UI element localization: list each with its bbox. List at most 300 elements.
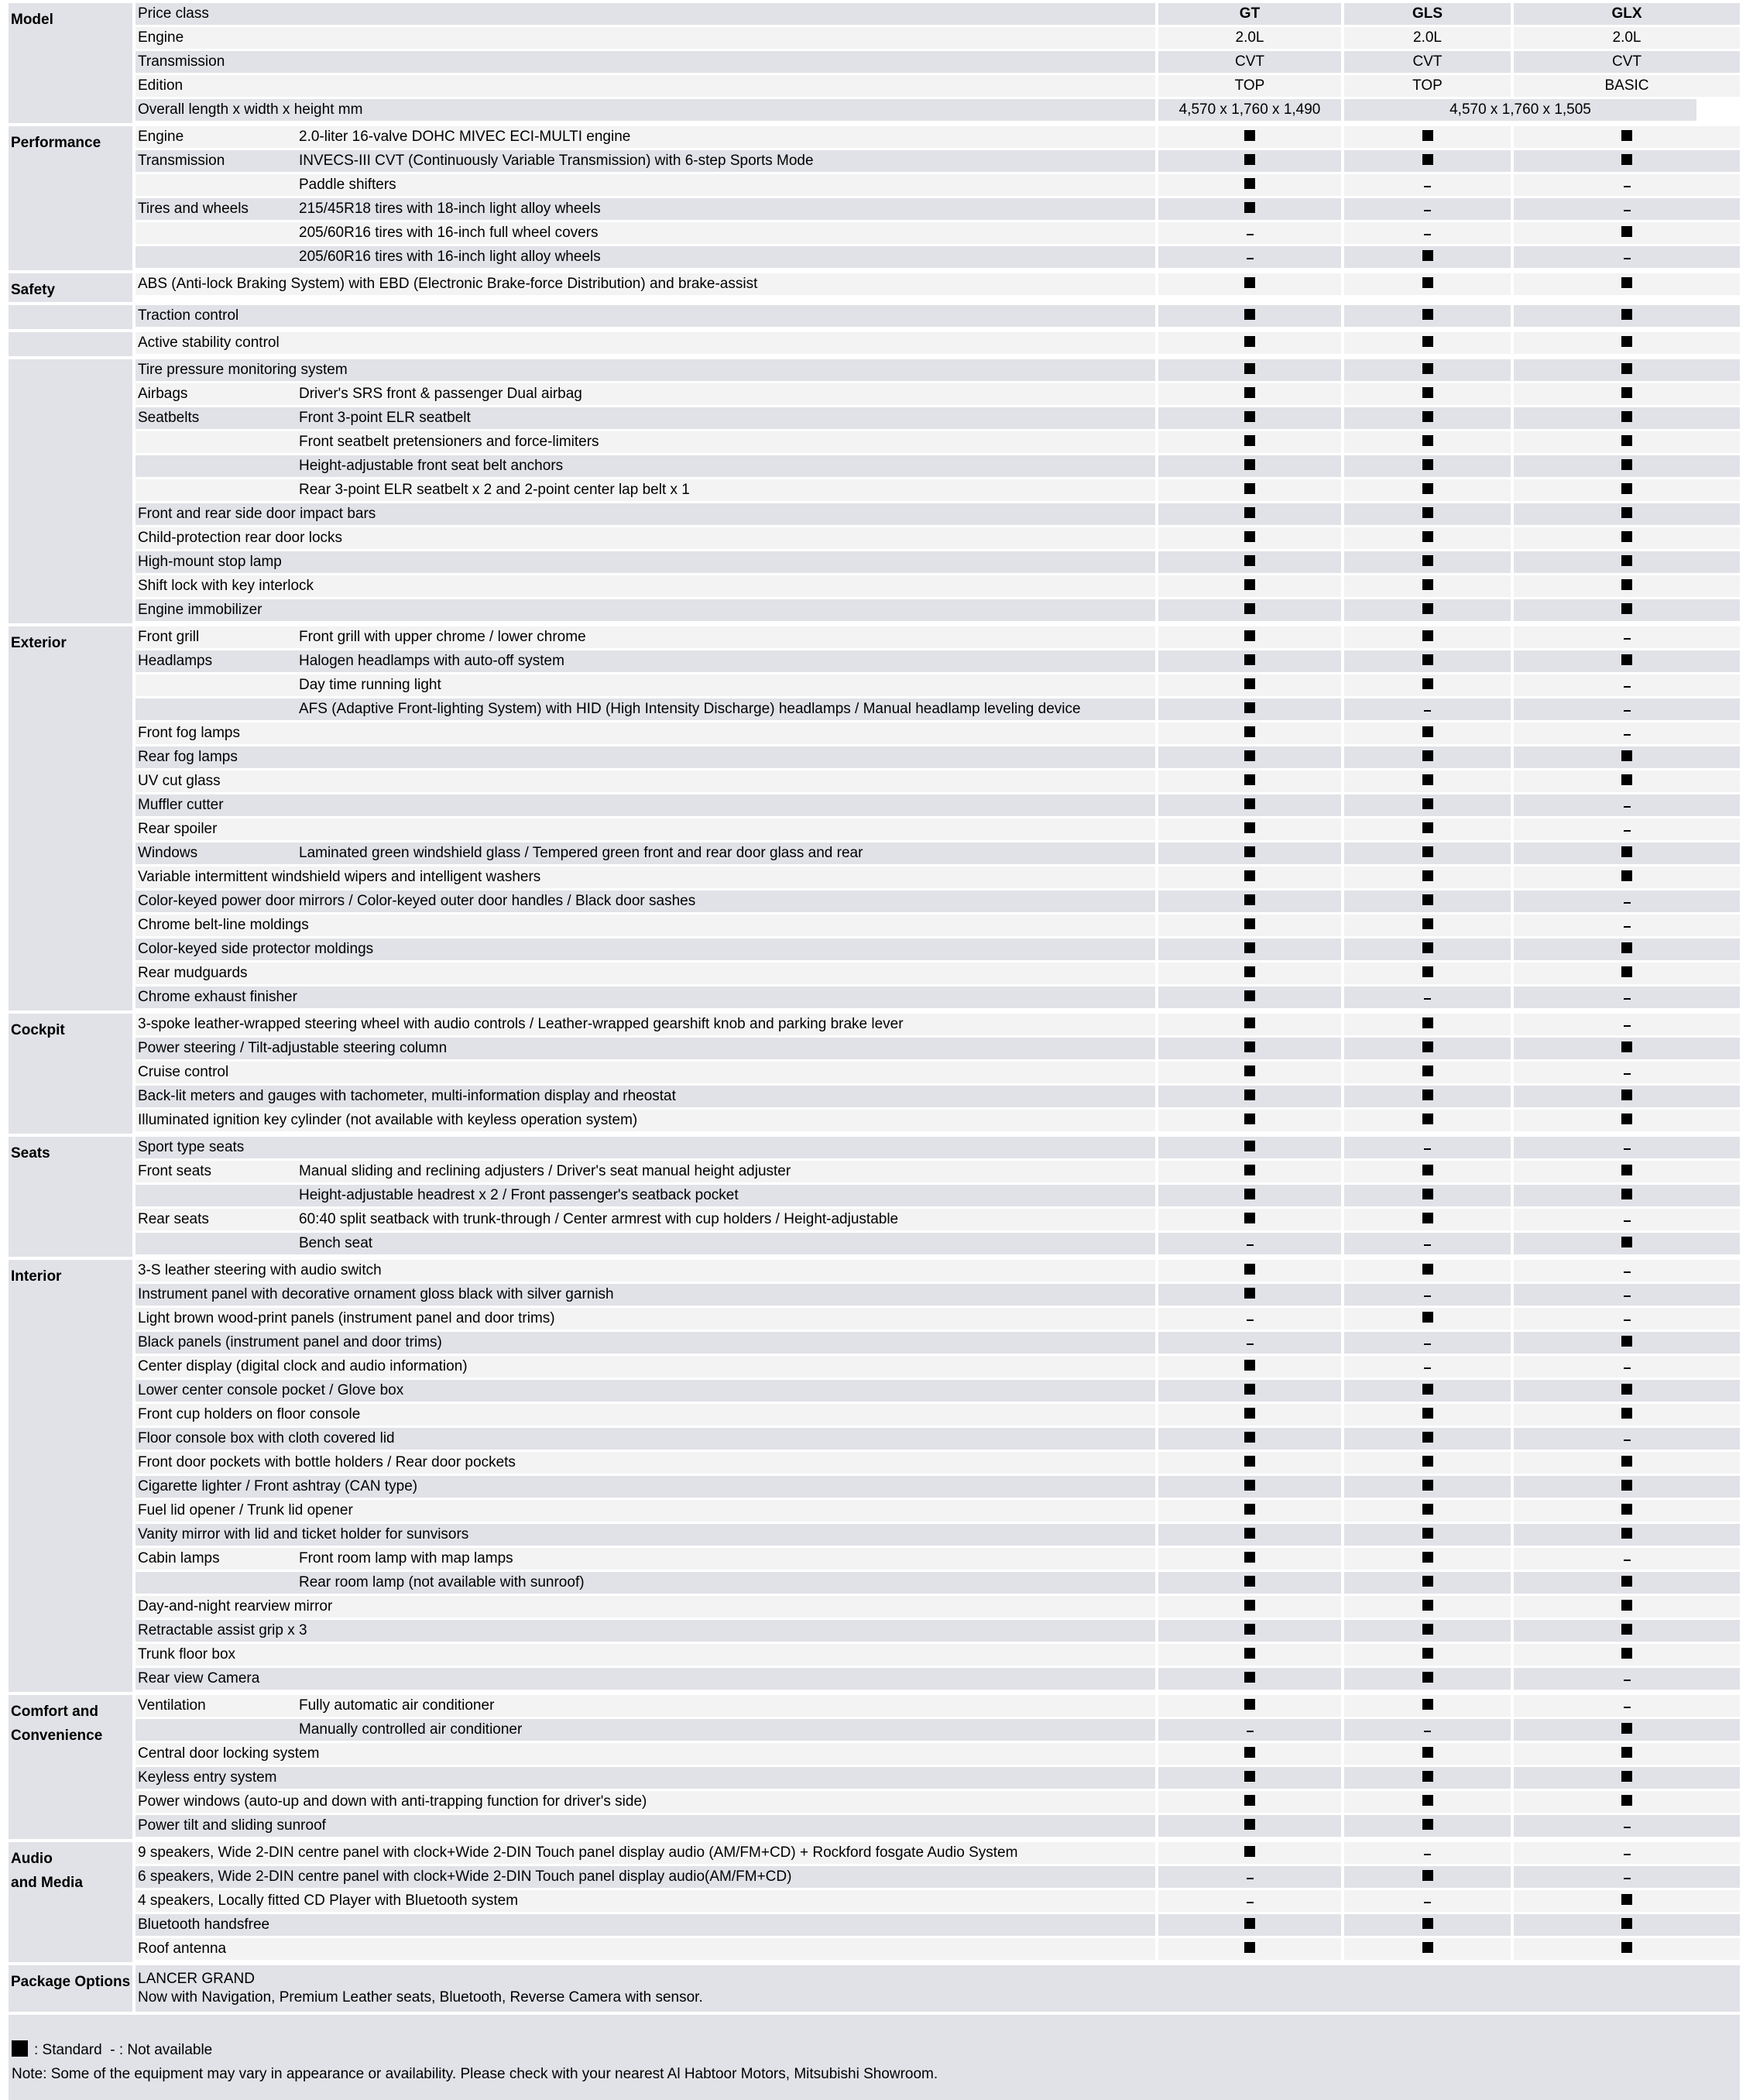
glx-availability [1514,551,1740,573]
not-available-dash-icon [1424,1244,1431,1246]
gt-availability [1158,1767,1341,1789]
glx-availability [1514,1137,1740,1158]
standard-square-icon [1244,894,1255,905]
standard-square-icon [1244,1942,1255,1953]
standard-square-icon [1422,1600,1433,1611]
header-row-label [136,51,1155,73]
glx-availability [1514,770,1740,792]
gt-availability [1158,1668,1341,1690]
standard-square-icon [1244,555,1255,566]
feature-description [136,1110,1155,1131]
gt-availability [1158,794,1341,816]
glx-availability [1514,305,1740,327]
standard-square-icon [1244,630,1255,641]
glx-availability [1514,914,1740,936]
gt-value: TOP [1158,75,1341,97]
feature-row [136,1038,1740,1062]
not-available-dash-icon [1624,1827,1631,1828]
feature-label: Trunk floor box [138,1646,236,1662]
gls-availability [1344,1668,1511,1690]
feature-description [136,1767,1155,1789]
gls-availability [1344,866,1511,888]
glx-value: CVT [1514,51,1740,73]
standard-square-icon [1422,798,1433,809]
feature-row [136,746,1740,770]
gt-availability [1158,1161,1341,1182]
standard-square-icon [1422,483,1433,494]
standard-square-icon [1621,1408,1632,1419]
feature-description [136,359,1155,381]
gls-availability [1344,1428,1511,1450]
feature-description [136,1185,1155,1206]
section-title [9,1137,132,1257]
gt-availability [1158,1914,1341,1936]
gt-availability [1158,1596,1341,1618]
feature-description [136,1086,1155,1107]
section-title-line: Audio [11,1851,53,1867]
feature-label: Color-keyed power door mirrors / Color-keyed outer door handles / Black door sashes [138,893,696,909]
gt-availability [1158,1524,1341,1546]
glx-availability [1514,746,1740,768]
standard-square-icon [1244,654,1255,665]
not-available-dash-icon [1624,1220,1631,1222]
standard-square-icon [1244,1795,1255,1806]
feature-row [136,174,1740,198]
feature-description [136,962,1155,984]
feature-detail: Day time running light [299,677,441,693]
gls-availability [1344,1767,1511,1789]
glx-availability [1514,1668,1740,1690]
row-label: Edition [138,77,184,94]
standard-square-icon [1422,1065,1433,1076]
gt-availability [1158,332,1341,354]
standard-square-icon [1422,363,1433,374]
section-rows [136,305,1740,329]
gt-availability [1158,1137,1341,1158]
standard-square-icon [1621,1576,1632,1587]
standard-square-icon [1621,1918,1632,1929]
feature-row [136,770,1740,794]
feature-detail: 205/60R16 tires with 16-inch full wheel covers [299,225,599,241]
grade-glx-header: GLX [1514,3,1740,25]
gt-availability [1158,1062,1341,1083]
gls-availability [1344,674,1511,696]
glx-availability [1514,599,1740,621]
glx-availability [1514,332,1740,354]
gls-availability [1344,246,1511,268]
gt-availability [1158,407,1341,429]
gls-availability [1344,1572,1511,1594]
gt-availability [1158,650,1341,672]
gls-availability [1344,222,1511,244]
standard-square-icon [1621,1771,1632,1782]
standard-square-icon [1621,1504,1632,1515]
feature-row [136,273,1740,297]
header-row [136,99,1740,123]
feature-description [136,126,1155,148]
not-available-dash-icon [1624,1878,1631,1879]
glx-availability [1514,842,1740,864]
gt-availability [1158,431,1341,453]
standard-square-icon [1621,336,1632,347]
standard-square-icon [1621,750,1632,761]
glx-availability [1514,722,1740,744]
gls-availability [1344,1596,1511,1618]
feature-row [136,1914,1740,1938]
gt-availability [1158,626,1341,648]
feature-description [136,174,1155,196]
gt-availability [1158,1233,1341,1254]
feature-row [136,527,1740,551]
glx-availability [1514,1209,1740,1230]
gls-value: CVT [1344,51,1511,73]
feature-description [136,1695,1155,1717]
feature-label: ABS (Anti-lock Braking System) with EBD (Electronic Brake-force Distribution) and brake-assist [138,276,758,292]
standard-square-icon [1621,603,1632,614]
glx-availability [1514,273,1740,295]
gls-availability [1344,1014,1511,1035]
standard-square-icon [1422,603,1433,614]
feature-label: Sport type seats [138,1139,245,1155]
feature-row [136,1938,1740,1962]
not-available-dash-icon [1624,1319,1631,1321]
feature-label: Center display (digital clock and audio information) [138,1358,468,1374]
gls-availability [1344,1356,1511,1378]
section-rows [136,1842,1740,1962]
glx-availability [1514,1356,1740,1378]
standard-square-icon [1621,411,1632,422]
feature-row [136,1719,1740,1743]
feature-detail: Paddle shifters [299,177,396,193]
not-available-dash-icon [1247,1319,1254,1321]
glx-availability [1514,818,1740,840]
not-available-dash-icon [1424,210,1431,211]
feature-row [136,1137,1740,1161]
glx-availability [1514,1062,1740,1083]
feature-row [136,222,1740,246]
feature-detail: Rear 3-point ELR seatbelt x 2 and 2-point center lap belt x 1 [299,482,690,498]
feature-label: Tires and wheels [138,201,249,217]
feature-label: Ventilation [138,1697,206,1714]
standard-square-icon [1244,1819,1255,1830]
gt-availability [1158,1428,1341,1450]
gt-availability [1158,1356,1341,1378]
gls-availability [1344,305,1511,327]
section-title [9,1014,132,1134]
feature-row [136,1596,1740,1620]
feature-description [136,305,1155,327]
gls-availability [1344,1086,1511,1107]
feature-section [9,1014,1740,1134]
standard-square-icon [1621,1723,1632,1734]
feature-row [136,818,1740,842]
feature-row [136,503,1740,527]
gt-availability [1158,1332,1341,1354]
gls-availability [1344,1695,1511,1717]
gt-availability [1158,503,1341,525]
standard-square-icon [1422,1576,1433,1587]
feature-description [136,1260,1155,1282]
gls-availability [1344,818,1511,840]
package-description: Now with Navigation, Premium Leather seats, Bluetooth, Reverse Camera with sensor. [138,1989,703,2006]
feature-description [136,1815,1155,1837]
specification-sheet [9,3,1740,2100]
gls-availability [1344,1185,1511,1206]
gls-value: 2.0L [1344,27,1511,49]
not-available-dash-icon [1424,1367,1431,1369]
feature-description [136,1014,1155,1035]
feature-detail: Front grill with upper chrome / lower chrome [299,629,586,645]
standard-square-icon [1244,1041,1255,1052]
gt-availability [1158,1842,1341,1864]
standard-square-icon [1244,130,1255,141]
not-available-dash-icon [1624,1148,1631,1150]
standard-square-icon [1422,336,1433,347]
gls-availability [1344,198,1511,220]
glx-availability [1514,1815,1740,1837]
gls-availability [1344,1548,1511,1570]
glx-availability [1514,1596,1740,1618]
not-available-dash-icon [1624,1295,1631,1297]
section-rows [136,126,1740,270]
standard-square-icon [1422,1795,1433,1806]
gls-availability [1344,431,1511,453]
glx-value: 2.0L [1514,27,1740,49]
standard-square-icon [1621,531,1632,542]
section-rows [136,1260,1740,1692]
feature-label: Rear view Camera [138,1670,260,1687]
header-row [136,51,1740,75]
section-title: Model [9,3,132,123]
section-rows [136,359,1740,623]
feature-row [136,1767,1740,1791]
standard-square-icon [1244,750,1255,761]
standard-square-icon [1621,1089,1632,1100]
feature-row [136,551,1740,575]
section-title-line: Interior [11,1268,62,1285]
standard-square-icon [1422,630,1433,641]
glx-availability [1514,126,1740,148]
gt-availability [1158,527,1341,549]
glx-availability [1514,222,1740,244]
feature-label: Muffler cutter [138,797,224,813]
feature-label: 9 speakers, Wide 2-DIN centre panel with clock+Wide 2-DIN Touch panel display audio (AM/FM+CD) + Rockford fosgate Audio System [138,1844,1018,1861]
section-title [9,1695,132,1839]
standard-square-icon [1422,387,1433,398]
feature-label: Front seats [138,1163,212,1179]
feature-label: Cigarette lighter / Front ashtray (CAN type) [138,1478,418,1494]
standard-square-icon [1422,846,1433,857]
standard-square-icon [1621,277,1632,288]
row-label: Engine [138,29,184,46]
feature-section [9,626,1740,1011]
feature-section [9,332,1740,356]
feature-label: Vanity mirror with lid and ticket holder for sunvisors [138,1526,469,1542]
gls-availability [1344,1209,1511,1230]
gt-availability [1158,1308,1341,1330]
glx-availability [1514,1404,1740,1426]
not-available-dash-icon [1247,1902,1254,1903]
standard-square-icon [1422,277,1433,288]
feature-label: Front fog lamps [138,725,240,741]
feature-description [136,246,1155,268]
gt-availability [1158,1548,1341,1570]
standard-square-icon [1244,435,1255,446]
gt-availability [1158,1743,1341,1765]
standard-square-icon [1244,1288,1255,1299]
row-label: Overall length x width x height mm [138,101,363,118]
glx-availability [1514,1110,1740,1131]
standard-square-icon [1621,966,1632,977]
feature-label: Illuminated ignition key cylinder (not available with keyless operation system) [138,1112,638,1128]
gt-availability [1158,866,1341,888]
gt-availability [1158,359,1341,381]
feature-description [136,770,1155,792]
gt-availability [1158,1695,1341,1717]
not-available-dash-icon [1424,1902,1431,1903]
feature-row [136,698,1740,722]
gls-availability [1344,1137,1511,1158]
standard-square-icon [1244,1360,1255,1371]
standard-square-icon [1244,309,1255,320]
standard-square-icon [1621,870,1632,881]
standard-square-icon [1422,1552,1433,1563]
feature-description [136,626,1155,648]
gls-availability [1344,1644,1511,1666]
gt-availability [1158,479,1341,501]
gls-availability [1344,1500,1511,1522]
gt-availability [1158,1380,1341,1402]
standard-square-icon [1422,1528,1433,1539]
feature-row [136,1014,1740,1038]
glx-availability [1514,1767,1740,1789]
gt-availability [1158,1284,1341,1306]
standard-square-icon [1422,459,1433,470]
feature-row [136,1695,1740,1719]
gls-availability [1344,479,1511,501]
standard-square-icon [1422,1089,1433,1100]
feature-label: Power steering / Tilt-adjustable steering column [138,1040,448,1056]
standard-square-icon [1244,387,1255,398]
gt-availability [1158,246,1341,268]
standard-square-icon [1244,678,1255,689]
standard-square-icon [1422,894,1433,905]
gls-availability [1344,1524,1511,1546]
feature-description [136,1404,1155,1426]
feature-description [136,746,1155,768]
feature-row [136,455,1740,479]
feature-section [9,126,1740,270]
standard-square-icon [1244,1528,1255,1539]
gt-availability [1158,962,1341,984]
feature-description [136,1380,1155,1402]
feature-description [136,818,1155,840]
standard-square-icon [1244,1576,1255,1587]
feature-description [136,1596,1155,1618]
feature-description [136,1791,1155,1813]
not-available-dash-icon [1424,186,1431,187]
glx-availability [1514,174,1740,196]
standard-square-icon [1621,1384,1632,1395]
standard-square-icon [1422,579,1433,590]
standard-square-icon [1244,1624,1255,1635]
standard-square-icon [1244,1384,1255,1395]
feature-row [136,1572,1740,1596]
package-title: Package Options [9,1965,132,2012]
gls-availability [1344,1110,1511,1131]
standard-square-icon [1244,1189,1255,1199]
feature-label: Roof antenna [138,1940,227,1957]
feature-row [136,1332,1740,1356]
standard-square-icon [1422,1017,1433,1028]
model-section [9,3,1740,123]
section-title-line: and Media [11,1875,83,1891]
standard-square-icon [1244,531,1255,542]
section-title [9,305,132,329]
feature-row [136,150,1740,174]
glx-availability [1514,1842,1740,1864]
feature-label: Front door pockets with bottle holders / Rear door pockets [138,1454,516,1470]
gls-availability [1344,1260,1511,1282]
feature-row [136,332,1740,356]
gt-availability [1158,1185,1341,1206]
standard-square-icon [1422,750,1433,761]
standard-square-icon [1422,1432,1433,1443]
not-available-dash-icon [1247,1244,1254,1246]
standard-square-icon [1422,1699,1433,1710]
section-title-line: Cockpit [11,1022,65,1038]
not-available-dash-icon [1624,1025,1631,1027]
gls-availability [1344,770,1511,792]
legend [12,2042,212,2059]
standard-square-icon [1244,202,1255,213]
glx-availability [1514,1644,1740,1666]
standard-square-icon [1244,918,1255,929]
section-rows [136,1137,1740,1257]
feature-row [136,1500,1740,1524]
feature-detail: Rear room lamp (not available with sunroof) [299,1574,585,1590]
feature-detail: Manual sliding and reclining adjusters / Driver's seat manual height adjuster [299,1163,791,1179]
gls-availability [1344,1866,1511,1888]
feature-label: 4 speakers, Locally fitted CD Player with Bluetooth system [138,1892,519,1909]
gt-availability [1158,150,1341,172]
feature-description [136,1914,1155,1936]
standard-square-icon [1244,1552,1255,1563]
standard-square-icon [1422,435,1433,446]
gt-availability [1158,1209,1341,1230]
glx-availability [1514,1452,1740,1474]
standard-square-icon [1621,1624,1632,1635]
gls-availability [1344,746,1511,768]
feature-description [136,332,1155,354]
standard-square-icon [1244,1672,1255,1683]
standard-square-icon [1621,555,1632,566]
feature-row [136,383,1740,407]
gls-glx-dimensions: 4,570 x 1,760 x 1,505 [1344,99,1696,121]
gt-availability [1158,842,1341,864]
gls-value: TOP [1344,75,1511,97]
gt-availability [1158,1572,1341,1594]
section-title-line: Safety [11,282,56,298]
feature-section [9,1260,1740,1692]
package-name: LANCER GRAND [138,1971,255,1987]
feature-label: Retractable assist grip x 3 [138,1622,307,1638]
section-title-line: Comfort and [11,1704,98,1720]
standard-square-icon [1244,459,1255,470]
standard-square-icon [1422,1189,1433,1199]
standard-square-icon [1422,1384,1433,1395]
feature-section [9,305,1740,329]
